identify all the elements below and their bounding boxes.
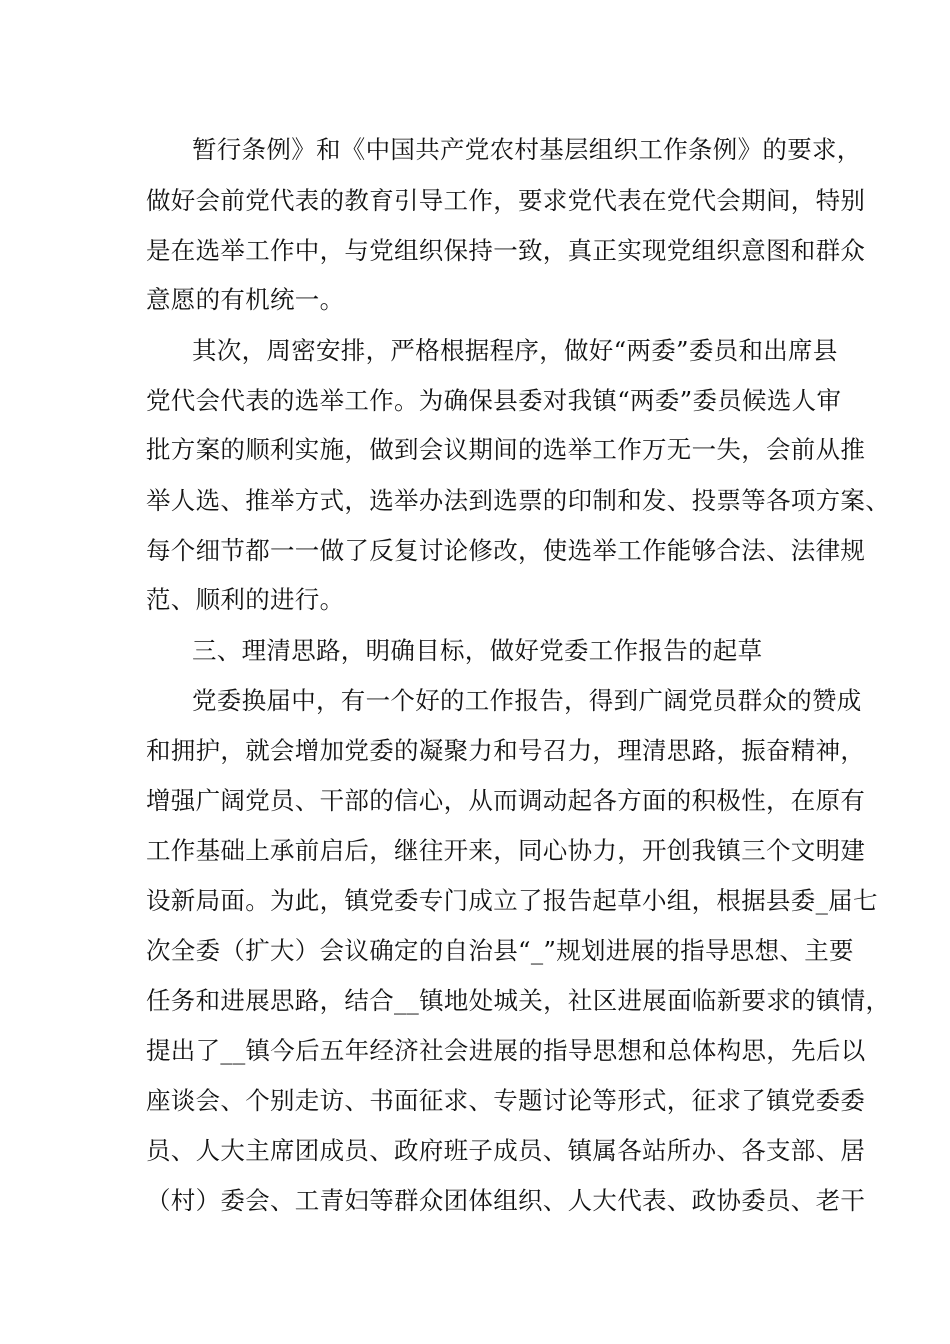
text-line: 是在选举工作中，与党组织保持一致，真正实现党组织意图和群众 xyxy=(146,236,866,265)
text-line: 增强广阔党员、干部的信心，从而调动起各方面的积极性，在原有 xyxy=(146,786,866,815)
text-line: 工作基础上承前启后，继往开来，同心协力，开创我镇三个文明建 xyxy=(146,836,866,865)
text-line: 党委换届中，有一个好的工作报告，得到广阔党员群众的赞成 xyxy=(192,686,862,715)
text-line: 员、人大主席团成员、政府班子成员、镇属各站所办、各支部、居 xyxy=(146,1136,866,1165)
text-line: 任务和进展思路，结合__镇地处城关，社区进展面临新要求的镇情， xyxy=(146,986,891,1015)
text-line: 和拥护，就会增加党委的凝聚力和号召力，理清思路，振奋精神， xyxy=(146,736,866,765)
text-line: 范、顺利的进行。 xyxy=(146,585,345,614)
text-line: 做好会前党代表的教育引导工作，要求党代表在党代会期间，特别 xyxy=(146,186,866,215)
text-line: 次全委（扩大）会议确定的自治县“_”规划进展的指导思想、主要 xyxy=(146,936,854,965)
text-line: 意愿的有机统一。 xyxy=(146,285,345,314)
text-line: 提出了__镇今后五年经济社会进展的指导思想和总体构思，先后以 xyxy=(146,1036,866,1065)
text-line: 座谈会、个别走访、书面征求、专题讨论等形式，征求了镇党委委 xyxy=(146,1086,866,1115)
text-line: 党代会代表的选举工作。为确保县委对我镇“两委”委员候选人审 xyxy=(146,386,842,415)
text-line: 批方案的顺利实施，做到会议期间的选举工作万无一失，会前从推 xyxy=(146,435,866,464)
text-line: 暂行条例》和《中国共产党农村基层组织工作条例》的要求， xyxy=(192,135,862,164)
text-line: 举人选、推举方式，选举办法到选票的印制和发、投票等各项方案、 xyxy=(146,486,890,515)
text-line: （村）委会、工青妇等群众团体组织、人大代表、政协委员、老干 xyxy=(146,1186,866,1215)
section-heading: 三、理清思路，明确目标，做好党委工作报告的起草 xyxy=(192,636,763,665)
text-line: 其次，周密安排，严格根据程序，做好“两委”委员和出席县 xyxy=(192,336,838,365)
text-line: 设新局面。为此，镇党委专门成立了报告起草小组，根据县委_届七 xyxy=(146,886,878,915)
text-line: 每个细节都一一做了反复讨论修改，使选举工作能够合法、法律规 xyxy=(146,536,866,565)
